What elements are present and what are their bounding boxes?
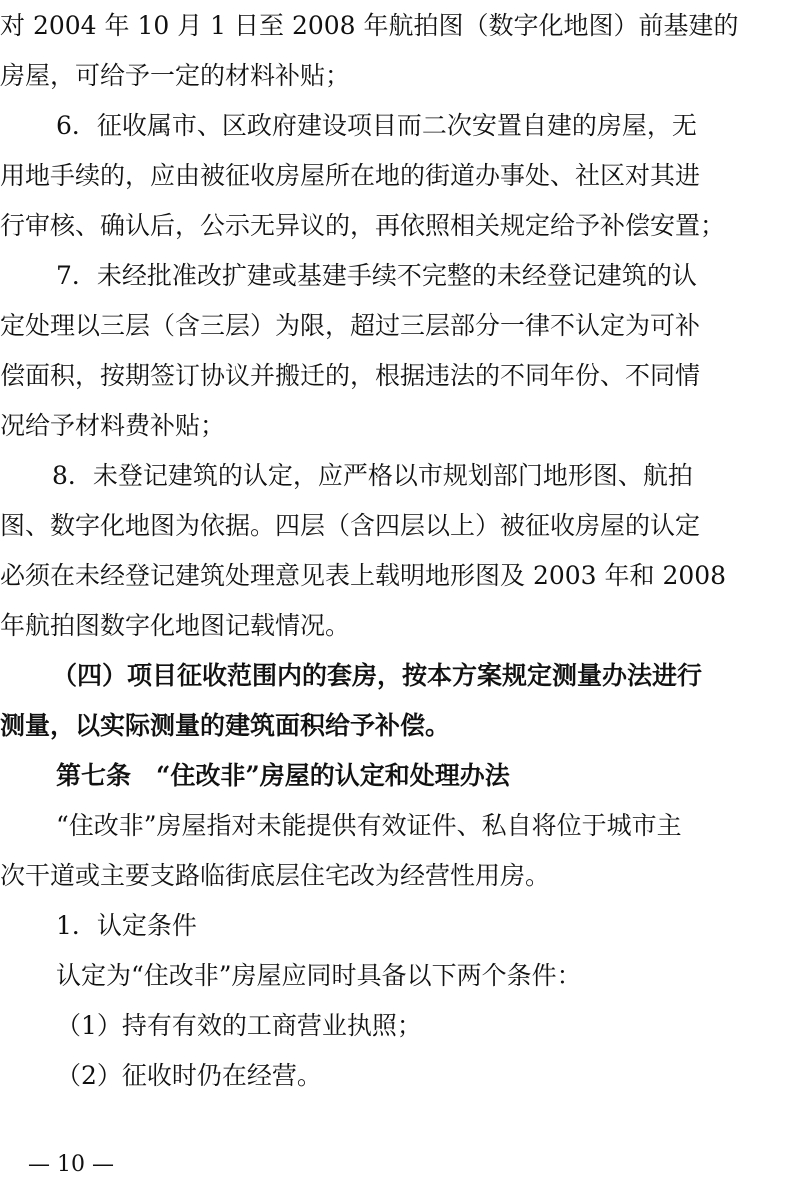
text-line-7: 定处理以三层（含三层）为限，超过三层部分一律不认定为可补 xyxy=(0,311,701,340)
text-line-12: 必须在未经登记建筑处理意见表上载明地形图及 2003 年和 2008 xyxy=(0,561,727,590)
text-line-11: 图、数字化地图为依据。四层（含四层以上）被征收房屋的认定 xyxy=(0,511,701,540)
text-line-4: 用地手续的，应由被征收房屋所在地的街道办事处、社区对其进 xyxy=(0,161,701,190)
text-line-17: “住改非”房屋指对未能提供有效证件、私自将位于城市主 xyxy=(56,811,682,840)
text-line-10: 8．未登记建筑的认定，应严格以市规划部门地形图、航拍 xyxy=(52,461,693,490)
text-line-14: （四）项目征收范围内的套房，按本方案规定测量办法进行 xyxy=(52,661,703,690)
page-number: — 10 — xyxy=(28,1152,114,1177)
text-line-22: （2）征收时仍在经营。 xyxy=(56,1061,322,1090)
text-line-3: 6．征收属市、区政府建设项目而二次安置自建的房屋，无 xyxy=(56,111,697,140)
text-line-9: 况给予材料费补贴； xyxy=(0,411,226,440)
text-line-13: 年航拍图数字化地图记载情况。 xyxy=(0,611,351,640)
text-line-6: 7．未经批准改扩建或基建手续不完整的未经登记建筑的认 xyxy=(56,261,697,290)
text-line-8: 偿面积，按期签订协议并搬迁的，根据违法的不同年份、不同情 xyxy=(0,361,701,390)
section-heading: 第七条 “住改非”房屋的认定和处理办法 xyxy=(56,761,510,790)
text-line-1: 对 2004 年 10 月 1 日至 2008 年航拍图（数字化地图）前基建的 xyxy=(0,11,739,40)
text-line-5: 行审核、确认后，公示无异议的，再依照相关规定给予补偿安置； xyxy=(0,211,726,240)
text-line-15: 测量，以实际测量的建筑面积给予补偿。 xyxy=(0,711,451,740)
text-line-21: （1）持有有效的工商营业执照； xyxy=(56,1011,422,1040)
text-line-19: 1．认定条件 xyxy=(56,911,197,940)
text-line-18: 次干道或主要支路临街底层住宅改为经营性用房。 xyxy=(0,861,551,890)
text-line-2: 房屋，可给予一定的材料补贴； xyxy=(0,61,351,90)
text-line-20: 认定为“住改非”房屋应同时具备以下两个条件： xyxy=(56,961,582,990)
